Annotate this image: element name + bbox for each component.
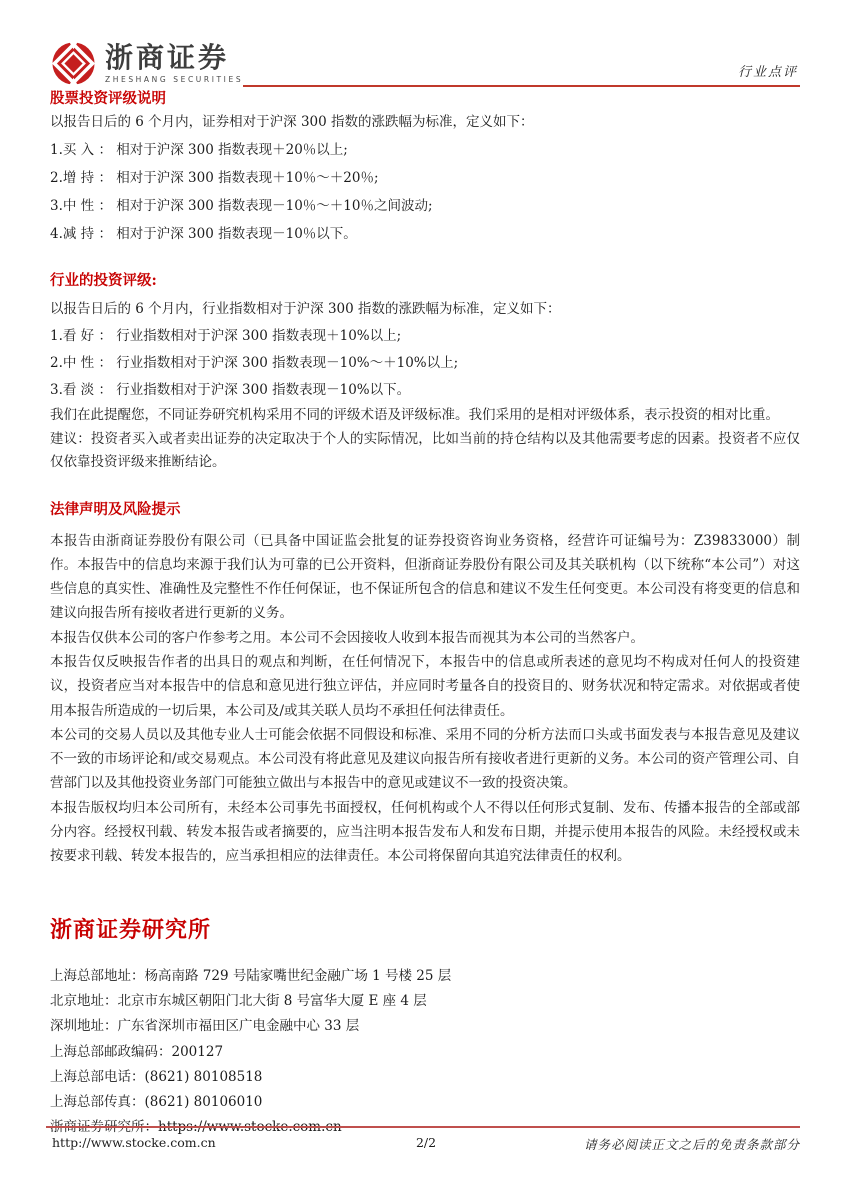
legal-paragraph: 本报告由浙商证券股份有限公司（已具备中国证监会批复的证券投资咨询业务资格，经营许可证编号为：Z39833000）制作。本报告中的信息均来源于我们认为可靠的已公开资料，但浙商证券股份有限公司及其关联机构（以下统称“本公司”）对这些信息的真实性、准确性及完整性不作任何保证，也不保证所包含的信息和建议不发生任何变更。本公司没有将变更的信息和建议向报告所有接收者进行更新的义务。 [50,532,800,622]
institute-website-link[interactable]: 浙商证券研究所：https://www.stocke.com.cn [50,1119,342,1136]
stock-rating-item: 1.买 入 ： 相对于沪深 300 指数表现＋20％以上; [50,142,348,158]
footer-disclaimer-text: 请务必阅读正文之后的免责条款部分 [583,1137,800,1152]
page-footer [46,1126,800,1153]
industry-rating-item: 3.看 淡 ： 行业指数相对于沪深 300 指数表现－10%以下。 [50,382,411,398]
institute-section [50,913,800,1141]
institute-title: 浙商证券研究所 [50,916,212,943]
legal-paragraph: 本报告版权均归本公司所有，未经本公司事先书面授权，任何机构或个人不得以任何形式复制、发布、传播本报告的全部或部分内容。经授权刊载、转发本报告或者摘要的，应当注明本报告发布人和发布日期，并提示使用本报告的风险。未经授权或未按要求刊载、转发本报告的，应当承担相应的法律责任。本公司将保留向其追究法律责任的权利。 [50,799,800,865]
company-logo [50,40,243,87]
header-right [243,61,800,87]
institute-address-beijing: 北京地址：北京市东城区朝阳门北大街 8 号富华大厦 E 座 4 层 [50,992,427,1009]
brand-name-en: ZHESHANG SECURITIES [105,75,244,84]
legal-paragraph: 本公司的交易人员以及其他专业人士可能会依据不同假设和标准、采用不同的分析方法而口头或书面发表与本报告意见及建议不一致的市场评论和/或交易观点。本公司没有将此意见及建议向报告所有接收者进行更新的义务。本公司的资产管理公司、自营部门以及其他投资业务部门可能独立做出与本报告中的意见或建议不一致的投资决策。 [50,726,800,792]
industry-rating-item: 1.看 好 ： 行业指数相对于沪深 300 指数表现＋10%以上; [50,328,402,344]
institute-address-shanghai: 上海总部地址：杨高南路 729 号陆家嘴世纪金融广场 1 号楼 25 层 [50,967,452,984]
rating-reminder-note: 我们在此提醒您，不同证券研究机构采用不同的评级术语及评级标准。我们采用的是相对评级体系，表示投资的相对比重。 [50,407,779,423]
legal-title: 法律声明及风险提示 [50,500,181,518]
legal-paragraph: 本报告仅供本公司的客户作参考之用。本公司不会因接收人收到本报告而视其为本公司的当然客户。 [50,629,644,646]
stock-rating-title: 股票投资评级说明 [50,90,166,107]
brand-name-cn: 浙商证券 [105,41,230,74]
stock-rating-item: 2.增 持 ： 相对于沪深 300 指数表现＋10％～＋20％; [50,170,379,186]
page-header [50,40,800,87]
stock-rating-item: 4.减 持 ： 相对于沪深 300 指数表现－10％以下。 [50,226,357,242]
institute-address-shenzhen: 深圳地址：广东省深圳市福田区广电金融中心 33 层 [50,1018,360,1035]
industry-rating-item: 2.中 性 ： 行业指数相对于沪深 300 指数表现－10%～＋10%以上; [50,355,459,371]
institute-contact-list [50,964,800,1141]
stock-rating-item: 3.中 性 ： 相对于沪深 300 指数表现－10％～＋10％之间波动; [50,198,433,214]
header-divider [243,85,800,87]
institute-fax: 上海总部传真：(8621) 80106010 [50,1094,263,1111]
legal-paragraphs [50,529,800,869]
industry-rating-intro: 以报告日后的 6 个月内，行业指数相对于沪深 300 指数的涨跌幅为标准，定义如下： [50,301,561,317]
rating-advice-note: 建议：投资者买入或者卖出证券的决定取决于个人的实际情况，比如当前的持仓结构以及其他需要考虑的因素。投资者不应仅仅依靠投资评级来推断结论。 [50,430,800,470]
industry-rating-body [50,296,800,475]
institute-phone: 上海总部电话：(8621) 80108518 [50,1068,263,1085]
logo-text [105,43,243,84]
footer-website-link[interactable]: http://www.stocke.com.cn [52,1135,216,1150]
zheshang-emblem-icon [50,40,97,87]
institute-postcode: 上海总部邮政编码：200127 [50,1043,224,1060]
industry-rating-title: 行业的投资评级: [50,272,157,289]
page-number: 2/2 [415,1135,437,1150]
report-type-label: 行业点评 [737,65,798,80]
legal-paragraph: 本报告仅反映报告作者的出具日的观点和判断，在任何情况下，本报告中的信息或所表述的意见均不构成对任何人的投资建议，投资者应当对本报告中的信息和意见进行独立评估，并应同时考量各自的投资目的、财务状况和特定需求。对依据或者使用本报告所造成的一切后果，本公司及/或其关联人员均不承担任何法律责任。 [50,653,800,719]
stock-rating-intro: 以报告日后的 6 个月内，证券相对于沪深 300 指数的涨跌幅为标准，定义如下： [50,114,534,130]
